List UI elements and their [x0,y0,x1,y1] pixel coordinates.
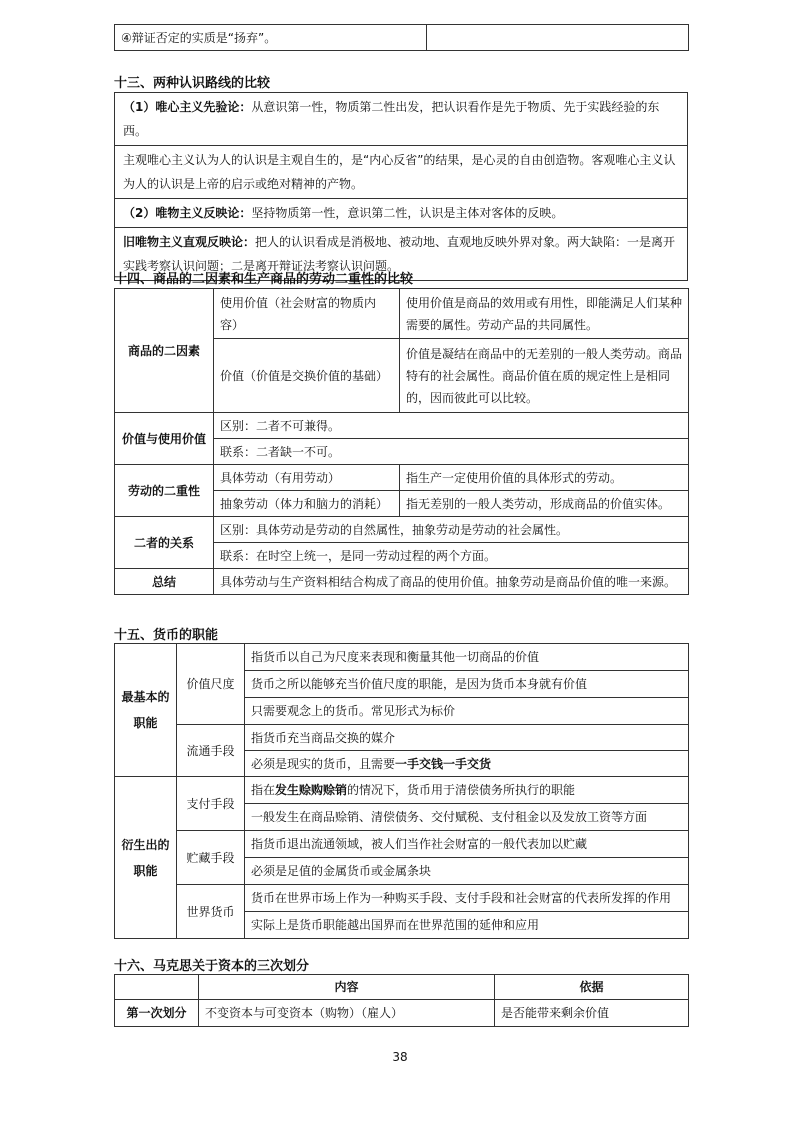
section-16-title: 十六、马克思关于资本的三次划分 [114,959,310,974]
circulation-2-text: 必须是现实的货币，且需要 [251,756,396,771]
old-materialism-label: 旧唯物主义直观反映论： [123,235,256,249]
section-15-table [114,643,689,939]
value-measure-cell: 价值尺度 [177,644,245,725]
value-use-value-head: 价值与使用价值 [115,413,214,465]
payment-2: 一般发生在商品赊销、清偿债务、交付赋税、支付租金以及发放工资等方面 [245,804,689,831]
section-16-table [114,974,689,1027]
payment-1-a: 指在 [251,783,276,797]
section-13-box [114,92,688,281]
value-measure-1: 指货币以自己为尺度来表现和衡量其他一切商品的价值 [245,644,689,671]
materialism-row [115,199,687,228]
world-money-cell: 世界货币 [177,885,245,939]
commodity-factors-head: 商品的二因素 [115,289,214,413]
idealism-row [115,93,687,146]
first-division-basis: 是否能带来剩余价值 [495,1000,689,1027]
circulation-1: 指货币充当商品交换的媒介 [245,725,689,751]
circulation-2-bold: 一手交钱一手交货 [395,756,492,771]
use-value-cell: 使用价值（社会财富的物质内容） [214,289,400,339]
old-materialism-text: 把人的认识看成是消极地、被动地、直观地反映外界对象。两大缺陷：一是离开实践考察认识问题；二是离开辩证法考察认识问题。 [123,235,676,273]
section-16-corner [115,975,199,1000]
store-cell: 贮藏手段 [177,831,245,885]
section-14-table [114,288,689,595]
page-number: 38 [392,1050,408,1064]
first-division-content: 不变资本与可变资本（购物）（雇人） [199,1000,495,1027]
abstract-labor-cell: 抽象劳动（体力和脑力的消耗） [214,491,400,517]
column-content-header: 内容 [199,975,495,1000]
top-table-empty-cell [427,25,689,51]
relation-diff: 区别：具体劳动是劳动的自然属性，抽象劳动是劳动的社会属性。 [214,517,689,543]
payment-1-bold: 发生赊购赊销 [275,783,348,797]
relation-link: 联系：在时空上统一，是同一劳动过程的两个方面。 [214,543,689,569]
store-2: 必须是足值的金属货币或金属条块 [245,858,689,885]
section-14-title: 十四、商品的二因素和生产商品的劳动二重性的比较 [114,272,414,287]
top-table-cell: ④辩证否定的实质是“扬弃”。 [115,25,427,51]
summary-head: 总结 [115,569,214,595]
abstract-labor-desc: 指无差别的一般人类劳动，形成商品的价值实体。 [400,491,689,517]
value-use-value-link: 联系：二者缺一不可。 [214,439,689,465]
basic-functions-head: 最基本的职能 [115,644,177,777]
dual-labor-head: 劳动的二重性 [115,465,214,517]
materialism-label: （2）唯物主义反映论： [123,206,252,220]
world-money-1: 货币在世界市场上作为一种购买手段、支付手段和社会财富的代表所发挥的作用 [245,885,689,912]
column-basis-header: 依据 [495,975,689,1000]
relation-head: 二者的关系 [115,517,214,569]
value-desc: 价值是凝结在商品中的无差别的一般人类劳动。商品特有的社会属性。商品价值在质的规定性上是相同的，因而彼此可以比较。 [400,339,689,413]
circulation-cell: 流通手段 [177,725,245,777]
concrete-labor-cell: 具体劳动（有用劳动） [214,465,400,491]
idealism-text: 从意识第一性，物质第二性出发，把认识看作是先于物质、先于实践经验的东西。 [123,100,660,138]
value-measure-2: 货币之所以能够充当价值尺度的职能，是因为货币本身就有价值 [245,671,689,698]
materialism-text: 坚持物质第一性，意识第二性，认识是主体对客体的反映。 [251,206,564,220]
top-table [114,24,689,51]
first-division-head: 第一次划分 [115,1000,199,1027]
value-measure-3: 只需要观念上的货币。常见形式为标价 [245,698,689,725]
subjective-idealism-row: 主观唯心主义认为人的认识是主观自生的，是“内心反省”的结果，是心灵的自由创造物。客观唯心主义认为人的认识是上帝的启示或绝对精神的产物。 [115,146,687,199]
derived-functions-head: 衍生出的职能 [115,777,177,939]
concrete-labor-desc: 指生产一定使用价值的具体形式的劳动。 [400,465,689,491]
payment-cell: 支付手段 [177,777,245,831]
summary-text: 具体劳动与生产资料相结合构成了商品的使用价值。抽象劳动是商品价值的唯一来源。 [214,569,689,595]
idealism-label: （1）唯心主义先验论： [123,100,252,114]
payment-1-c: 的情况下，货币用于清偿债务所执行的职能 [347,783,576,797]
circulation-2 [245,751,689,777]
use-value-desc: 使用价值是商品的效用或有用性，即能满足人们某种需要的属性。劳动产品的共同属性。 [400,289,689,339]
section-13-title: 十三、两种认识路线的比较 [114,76,271,91]
value-use-value-diff: 区别：二者不可兼得。 [214,413,689,439]
payment-1 [245,777,689,804]
world-money-2: 实际上是货币职能越出国界而在世界范围的延伸和应用 [245,912,689,939]
store-1: 指货币退出流通领域，被人们当作社会财富的一般代表加以贮藏 [245,831,689,858]
section-15-title: 十五、货币的职能 [114,628,219,643]
value-cell: 价值（价值是交换价值的基础） [214,339,400,413]
